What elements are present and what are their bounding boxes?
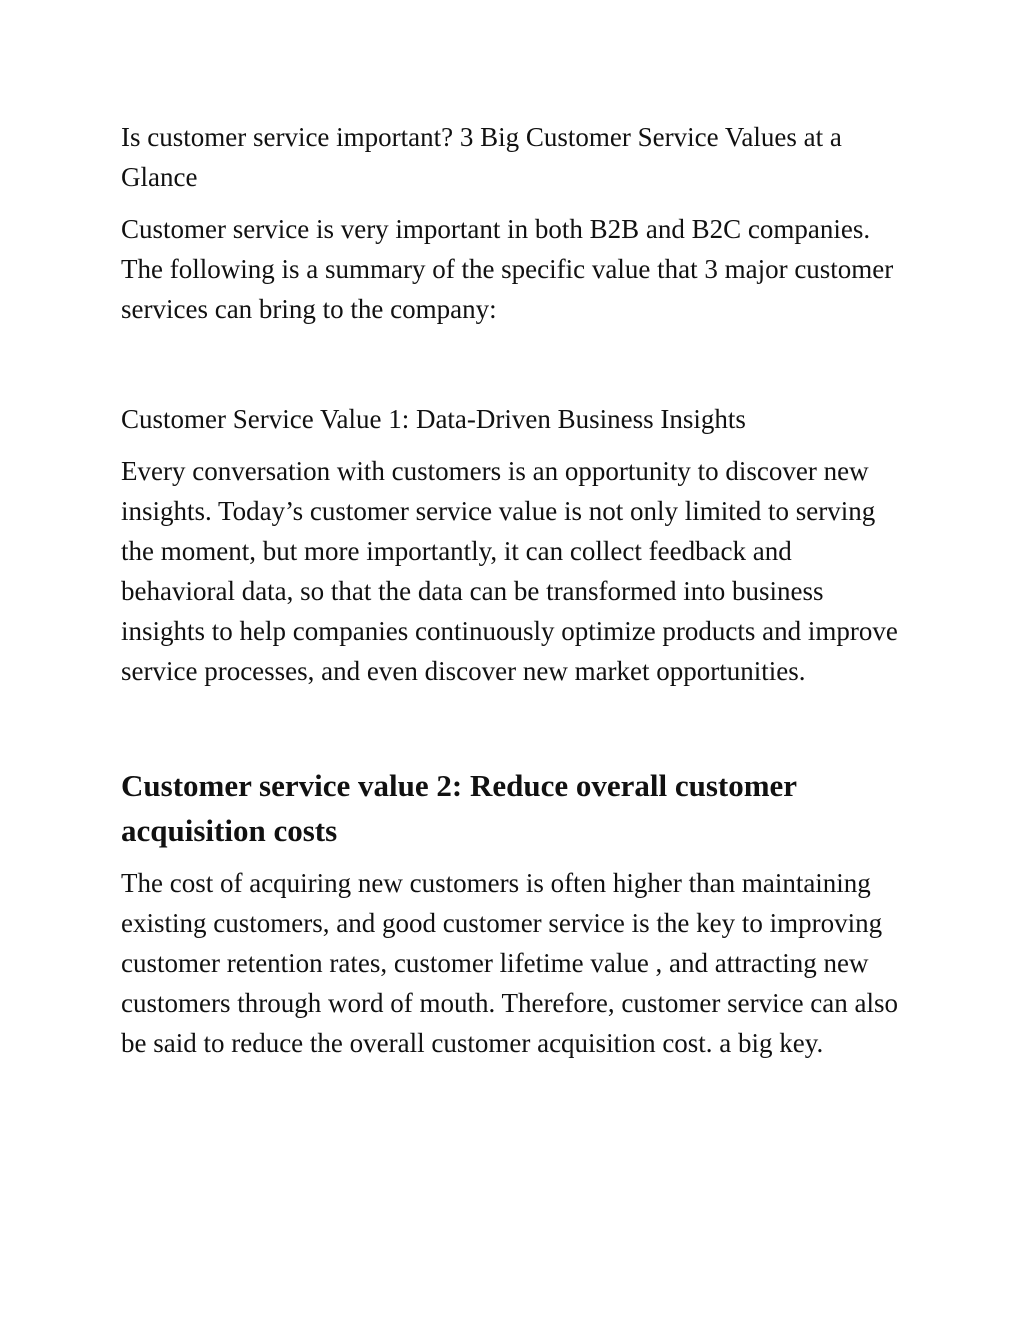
intro-paragraph: Customer service is very important in both B2B and B2C companies. The following is a summary of the specific value that 3 major customer services can bring to the company:	[121, 214, 894, 324]
document-title: Is customer service important? 3 Big Customer Service Values at a Glance	[121, 122, 842, 192]
section1-heading: Customer Service Value 1: Data-Driven Business Insights	[121, 404, 746, 434]
section1-body: Every conversation with customers is an opportunity to discover new insights. Today’s customer service value is not only limited to serving the moment, but more importantly, it can collect feedback and behavioral data, so that the data can be transformed into business insights to help companies continuously optimize products and improve service processes, and even discover new market opportunities.	[121, 456, 898, 686]
section2-heading: Customer service value 2: Reduce overall customer acquisition costs	[121, 768, 797, 848]
document-page	[121, 117, 911, 1063]
section2-body: The cost of acquiring new customers is often higher than maintaining existing customers, and good customer service is the key to improving customer retention rates, customer lifetime value , and attracting new customers through word of mouth. Therefore, customer service can also be said to reduce the overall customer acquisition cost. a big key.	[121, 868, 899, 1058]
